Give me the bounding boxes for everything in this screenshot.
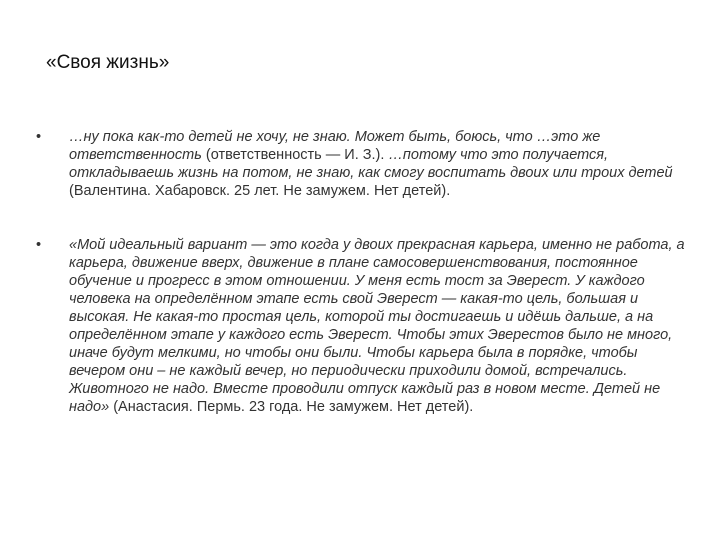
bullet-item xyxy=(36,128,696,200)
respondent-info: (Анастасия. Пермь. 23 года. Не замужем. Нет детей). xyxy=(109,399,474,415)
respondent-info: (Валентина. Хабаровск. 25 лет. Не замужем. Нет детей). xyxy=(69,183,451,199)
bullet-dot-icon: • xyxy=(36,129,42,145)
quote-text: …потому что это получается, откладываешь жизнь на потом, не знаю, как смогу воспитать двоих или троих детей xyxy=(69,147,673,181)
bullet-item xyxy=(36,236,696,416)
editor-note: (ответственность — И. З.). xyxy=(201,147,389,163)
bullet-dot-icon: • xyxy=(36,237,42,253)
bullet-list xyxy=(36,128,696,416)
quote-text: …ну пока как-то детей не хочу, не знаю. Может быть, боюсь, что …это же ответственность xyxy=(69,129,601,163)
slide-title: «Своя жизнь» xyxy=(46,52,170,73)
quote-text: «Мой идеальный вариант — это когда у двоих прекрасная карьера, именно не работа, а карьера, движение вверх, движение в плане самосовершенствования, постоянное обучение и прогресс в этом отношении. У меня есть тост за Эверест. У каждого человека на определённом этапе есть свой Эверест — какая-то цель, большая и высокая. Не какая-то простая цель, которой ты достигаешь и идёшь дальше, а на определённом этапе у каждого есть Эверест. Чтобы этих Эверестов было не много, иначе будут мелкими, но чтобы они были. Чтобы карьера была в порядке, чтобы вечером они – не каждый вечер, но периодически приходили домой, встречались. Животного не надо. Вместе проводили отпуск каждый раз в новом месте. Детей не надо» xyxy=(69,237,685,415)
